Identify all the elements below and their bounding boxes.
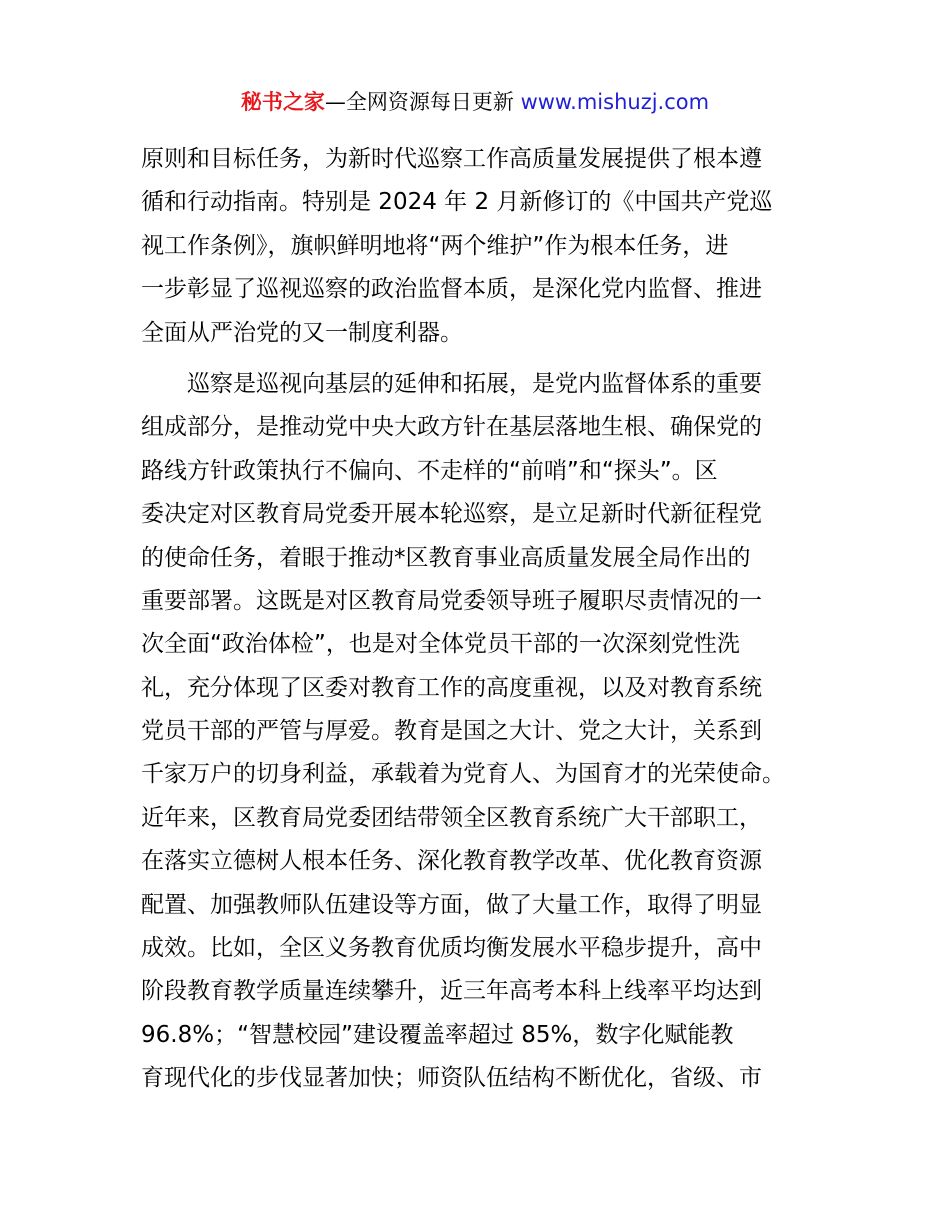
text-line: 委决定对区教育局党委开展本轮巡察，是立足新时代新征程党: [141, 501, 762, 528]
text-line: 阶段教育教学质量连续攀升，近三年高考本科上线率平均达到: [141, 978, 762, 1005]
text-line: 巡察是巡视向基层的延伸和拓展，是党内监督体系的重要: [187, 370, 762, 397]
paragraph-1: [141, 138, 821, 355]
text-line: 全面从严治党的又一制度利器。: [141, 319, 463, 346]
text-line: 组成部分，是推动党中央大政方针在基层落地生根、确保党的: [141, 414, 762, 441]
text-line: 视工作条例》，旗帜鲜明地将“两个维护”作为根本任务，进: [141, 232, 729, 259]
text-line: 循和行动指南。特别是 2024 年 2 月新修订的《中国共产党巡: [141, 189, 773, 216]
site-name: 秘书之家: [240, 90, 325, 114]
paragraph-2: [141, 363, 821, 1101]
text-line: 路线方针政策执行不偏向、不走样的“前哨”和“探头”。区: [141, 457, 718, 484]
text-line: 原则和目标任务，为新时代巡察工作高质量发展提供了根本遵: [141, 146, 762, 172]
site-header: [0, 86, 950, 118]
text-line: 党员干部的严管与厚爱。教育是国之大计、党之大计，关系到: [141, 718, 762, 745]
text-line: 重要部署。这既是对区教育局党委领导班子履职尽责情况的一: [141, 587, 762, 614]
text-line: 近年来，区教育局党委团结带领全区教育系统广大干部职工，: [141, 804, 762, 831]
text-line: 96.8%；“智慧校园”建设覆盖率超过 85%，数字化赋能教: [141, 1021, 734, 1048]
text-line: 配置、加强教师队伍建设等方面，做了大量工作，取得了明显: [141, 891, 762, 918]
text-line: 在落实立德树人根本任务、深化教育教学改革、优化教育资源: [141, 848, 762, 875]
text-line: 一步彰显了巡视巡察的政治监督本质，是深化党内监督、推进: [141, 276, 762, 303]
text-line: 育现代化的步伐显著加快；师资队伍结构不断优化，省级、市: [141, 1065, 762, 1092]
text-line: 次全面“政治体检”，也是对全体党员干部的一次深刻党性洗: [141, 631, 740, 658]
text-line: 千家万户的切身利益，承载着为党育人、为国育才的光荣使命。: [141, 761, 785, 788]
site-url-link[interactable]: www.mishuzj.com: [520, 90, 710, 114]
site-tagline: —全网资源每日更新: [324, 90, 514, 114]
text-line: 礼，充分体现了区委对教育工作的高度重视，以及对教育系统: [141, 674, 762, 701]
document-body: [141, 138, 821, 1101]
paragraph-spacer: [141, 355, 821, 363]
text-line: 的使命任务，着眼于推动*区教育事业高质量发展全局作出的: [141, 544, 751, 571]
text-line: 成效。比如，全区义务教育优质均衡发展水平稳步提升，高中: [141, 935, 762, 962]
